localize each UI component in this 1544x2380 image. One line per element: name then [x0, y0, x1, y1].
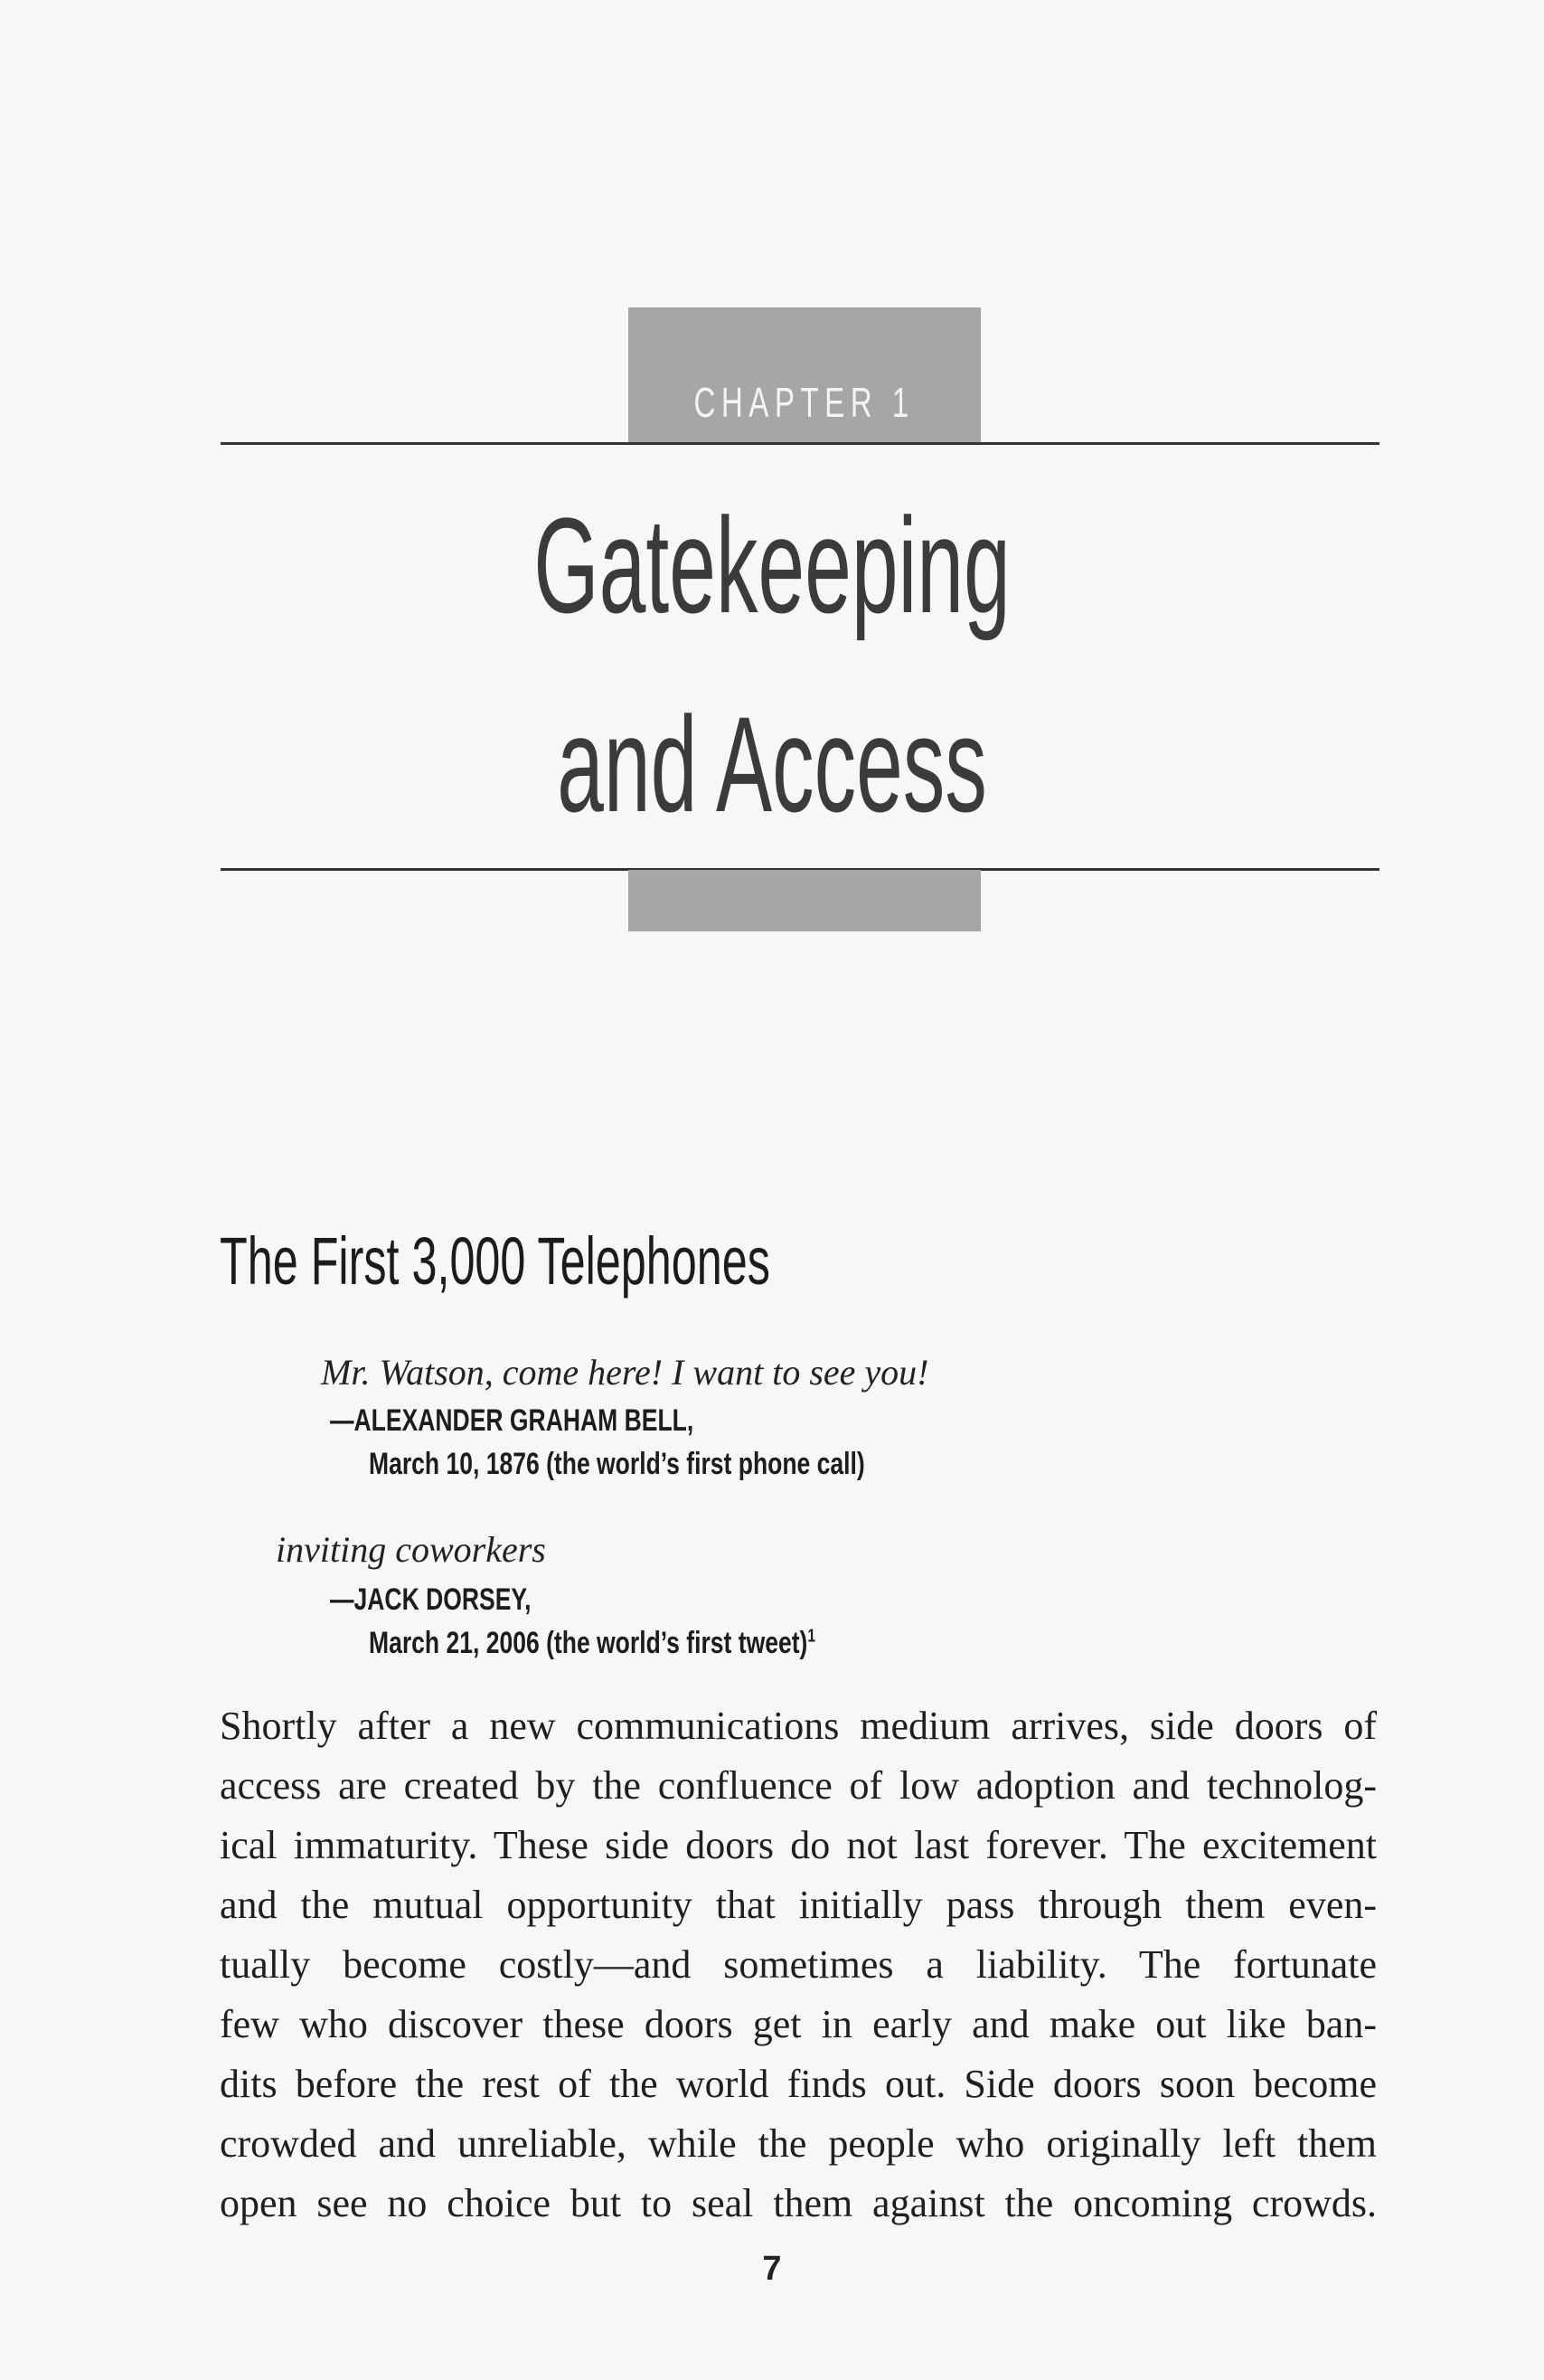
epigraph-quote: inviting coworkers — [276, 1529, 546, 1570]
epigraph-attribution-date-text: March 21, 2006 (the world’s first tweet) — [369, 1626, 808, 1660]
epigraph-quote: Mr. Watson, come here! I want to see you! — [321, 1352, 929, 1393]
epigraph-attribution-date — [369, 1626, 815, 1661]
body-paragraph — [220, 1696, 1377, 2234]
chapter-rule-top — [221, 442, 1379, 445]
body-line: crowded and unreliable, while the people who originally left them — [220, 2121, 1377, 2166]
chapter-title-line-2: and Access — [557, 688, 987, 840]
chapter-title-line-1: Gatekeeping — [533, 489, 1011, 641]
section-heading: The First 3,000 Telephones — [220, 1223, 770, 1299]
page-number: 7 — [762, 2250, 782, 2288]
epigraph-attribution-date: March 10, 1876 (the world’s first phone call) — [369, 1447, 865, 1481]
chapter-tab — [628, 307, 981, 443]
body-line: Shortly after a new communications medium arrives, side doors of — [220, 1704, 1377, 1748]
chapter-label: CHAPTER 1 — [693, 379, 916, 426]
epigraph-attribution-name: —JACK DORSEY, — [330, 1582, 532, 1617]
footnote-marker: 1 — [807, 1626, 816, 1647]
body-line: tually become costly—and sometimes a liability. The fortunate — [220, 1942, 1377, 1987]
body-line: few who discover these doors get in early and make out like ban- — [220, 2002, 1377, 2046]
body-line: open see no choice but to seal them against the oncoming crowds. — [220, 2181, 1377, 2225]
epigraph-attribution-name: —ALEXANDER GRAHAM BELL, — [330, 1403, 694, 1438]
body-line: and the mutual opportunity that initially pass through them even- — [220, 1883, 1377, 1927]
body-line: ical immaturity. These side doors do not last forever. The excitement — [220, 1823, 1377, 1867]
chapter-tab-bottom — [628, 870, 981, 931]
body-line: dits before the rest of the world finds out. Side doors soon become — [220, 2062, 1377, 2106]
body-line: access are created by the confluence of low adoption and technolog- — [220, 1763, 1377, 1808]
